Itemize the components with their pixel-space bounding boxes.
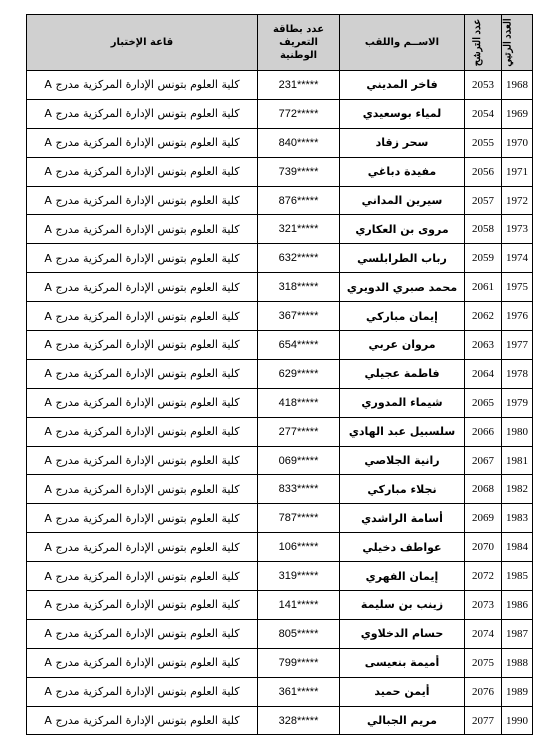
full-name-cell: إيمان الفهري: [340, 562, 465, 591]
registration-number-cell: 2068: [465, 475, 502, 504]
registration-number-cell: 2076: [465, 677, 502, 706]
full-name-cell: أسامة الراشدي: [340, 504, 465, 533]
exam-room-cell: كلية العلوم بتونس الإدارة المركزية مدرج A: [27, 128, 258, 157]
table-row: [27, 331, 533, 360]
registration-number-cell: 2057: [465, 186, 502, 215]
full-name-cell: فاخر المديني: [340, 71, 465, 100]
registration-number-cell: 2055: [465, 128, 502, 157]
table-row: [27, 417, 533, 446]
header-registration-number: عدد الترشح: [465, 15, 502, 71]
serial-number-cell: 1973: [502, 215, 533, 244]
registration-number-cell: 2074: [465, 619, 502, 648]
exam-room-cell: كلية العلوم بتونس الإدارة المركزية مدرج A: [27, 215, 258, 244]
header-full-name: الاســم واللقب: [340, 15, 465, 71]
id-card-cell: 367*****: [258, 302, 340, 331]
full-name-cell: سلسبيل عبد الهادي: [340, 417, 465, 446]
registration-number-cell: 2070: [465, 533, 502, 562]
table-row: [27, 706, 533, 735]
full-name-cell: أيمن حميد: [340, 677, 465, 706]
table-row: [27, 533, 533, 562]
id-card-cell: 840*****: [258, 128, 340, 157]
serial-number-cell: 1969: [502, 99, 533, 128]
registration-number-cell: 2059: [465, 244, 502, 273]
table-row: [27, 186, 533, 215]
exam-room-cell: كلية العلوم بتونس الإدارة المركزية مدرج A: [27, 677, 258, 706]
id-card-cell: 799*****: [258, 648, 340, 677]
registration-number-cell: 2064: [465, 359, 502, 388]
serial-number-cell: 1979: [502, 388, 533, 417]
registration-number-cell: 2056: [465, 157, 502, 186]
full-name-cell: عواطف دخيلي: [340, 533, 465, 562]
id-card-cell: 328*****: [258, 706, 340, 735]
exam-room-cell: كلية العلوم بتونس الإدارة المركزية مدرج A: [27, 417, 258, 446]
serial-number-cell: 1983: [502, 504, 533, 533]
registration-number-cell: 2075: [465, 648, 502, 677]
exam-room-cell: كلية العلوم بتونس الإدارة المركزية مدرج A: [27, 648, 258, 677]
table-row: [27, 71, 533, 100]
table-row: [27, 273, 533, 302]
exam-room-cell: كلية العلوم بتونس الإدارة المركزية مدرج A: [27, 186, 258, 215]
serial-number-cell: 1980: [502, 417, 533, 446]
table-row: [27, 562, 533, 591]
exam-room-cell: كلية العلوم بتونس الإدارة المركزية مدرج A: [27, 99, 258, 128]
id-card-cell: 418*****: [258, 388, 340, 417]
full-name-cell: سيرين المداني: [340, 186, 465, 215]
id-card-cell: 739*****: [258, 157, 340, 186]
exam-room-cell: كلية العلوم بتونس الإدارة المركزية مدرج A: [27, 71, 258, 100]
serial-number-cell: 1982: [502, 475, 533, 504]
serial-number-cell: 1977: [502, 331, 533, 360]
serial-number-cell: 1975: [502, 273, 533, 302]
serial-number-cell: 1978: [502, 359, 533, 388]
full-name-cell: أميمة بنعيسى: [340, 648, 465, 677]
full-name-cell: رانية الجلاصي: [340, 446, 465, 475]
exam-room-cell: كلية العلوم بتونس الإدارة المركزية مدرج A: [27, 388, 258, 417]
table-row: [27, 302, 533, 331]
table-row: [27, 475, 533, 504]
full-name-cell: حسام الدخلاوي: [340, 619, 465, 648]
table-row: [27, 591, 533, 620]
table-row: [27, 446, 533, 475]
id-card-cell: 805*****: [258, 619, 340, 648]
full-name-cell: مروى بن العكاري: [340, 215, 465, 244]
serial-number-cell: 1989: [502, 677, 533, 706]
exam-room-cell: كلية العلوم بتونس الإدارة المركزية مدرج A: [27, 562, 258, 591]
registration-number-cell: 2072: [465, 562, 502, 591]
registration-number-cell: 2066: [465, 417, 502, 446]
table-header: [27, 15, 533, 71]
serial-number-cell: 1988: [502, 648, 533, 677]
exam-room-cell: كلية العلوم بتونس الإدارة المركزية مدرج A: [27, 273, 258, 302]
serial-number-cell: 1971: [502, 157, 533, 186]
serial-number-cell: 1987: [502, 619, 533, 648]
registration-number-cell: 2062: [465, 302, 502, 331]
exam-room-cell: كلية العلوم بتونس الإدارة المركزية مدرج A: [27, 591, 258, 620]
id-card-cell: 231*****: [258, 71, 340, 100]
serial-number-cell: 1981: [502, 446, 533, 475]
id-card-cell: 654*****: [258, 331, 340, 360]
registration-number-cell: 2053: [465, 71, 502, 100]
exam-room-cell: كلية العلوم بتونس الإدارة المركزية مدرج A: [27, 359, 258, 388]
serial-number-cell: 1976: [502, 302, 533, 331]
table-body: [27, 71, 533, 735]
exam-room-cell: كلية العلوم بتونس الإدارة المركزية مدرج A: [27, 504, 258, 533]
registration-number-cell: 2054: [465, 99, 502, 128]
registration-number-cell: 2063: [465, 331, 502, 360]
header-serial-number: العدد الرتبي: [502, 15, 533, 71]
full-name-cell: رباب الطرابلسي: [340, 244, 465, 273]
full-name-cell: مفيدة دباغي: [340, 157, 465, 186]
exam-room-cell: كلية العلوم بتونس الإدارة المركزية مدرج A: [27, 331, 258, 360]
exam-room-cell: كلية العلوم بتونس الإدارة المركزية مدرج A: [27, 157, 258, 186]
full-name-cell: مريم الجبالي: [340, 706, 465, 735]
exam-room-cell: كلية العلوم بتونس الإدارة المركزية مدرج A: [27, 302, 258, 331]
header-row: [27, 15, 533, 71]
serial-number-cell: 1985: [502, 562, 533, 591]
full-name-cell: مروان عربي: [340, 331, 465, 360]
table-row: [27, 677, 533, 706]
serial-number-cell: 1986: [502, 591, 533, 620]
full-name-cell: فاطمة عجيلي: [340, 359, 465, 388]
id-card-cell: 277*****: [258, 417, 340, 446]
table-row: [27, 215, 533, 244]
table-row: [27, 157, 533, 186]
exam-room-cell: كلية العلوم بتونس الإدارة المركزية مدرج A: [27, 446, 258, 475]
table-row: [27, 619, 533, 648]
id-card-cell: 632*****: [258, 244, 340, 273]
exam-room-cell: كلية العلوم بتونس الإدارة المركزية مدرج A: [27, 619, 258, 648]
id-card-cell: 772*****: [258, 99, 340, 128]
registration-number-cell: 2069: [465, 504, 502, 533]
id-card-cell: 319*****: [258, 562, 340, 591]
full-name-cell: شيماء المدوري: [340, 388, 465, 417]
table-row: [27, 388, 533, 417]
table-row: [27, 128, 533, 157]
table-row: [27, 99, 533, 128]
registration-number-cell: 2065: [465, 388, 502, 417]
id-card-cell: 069*****: [258, 446, 340, 475]
serial-number-cell: 1970: [502, 128, 533, 157]
id-card-cell: 629*****: [258, 359, 340, 388]
id-card-cell: 361*****: [258, 677, 340, 706]
serial-number-cell: 1968: [502, 71, 533, 100]
serial-number-cell: 1974: [502, 244, 533, 273]
id-card-cell: 318*****: [258, 273, 340, 302]
serial-number-cell: 1972: [502, 186, 533, 215]
table-row: [27, 504, 533, 533]
exam-room-cell: كلية العلوم بتونس الإدارة المركزية مدرج A: [27, 533, 258, 562]
registration-number-cell: 2073: [465, 591, 502, 620]
full-name-cell: إيمان مباركي: [340, 302, 465, 331]
serial-number-cell: 1990: [502, 706, 533, 735]
exam-room-cell: كلية العلوم بتونس الإدارة المركزية مدرج A: [27, 475, 258, 504]
header-exam-room: قاعة الإختبار: [27, 15, 258, 71]
registration-number-cell: 2067: [465, 446, 502, 475]
id-card-cell: 106*****: [258, 533, 340, 562]
exam-room-cell: كلية العلوم بتونس الإدارة المركزية مدرج A: [27, 244, 258, 273]
id-card-cell: 876*****: [258, 186, 340, 215]
table-row: [27, 648, 533, 677]
id-card-cell: 141*****: [258, 591, 340, 620]
full-name-cell: نجلاء مباركي: [340, 475, 465, 504]
full-name-cell: محمد صبري الدويري: [340, 273, 465, 302]
table-row: [27, 359, 533, 388]
id-card-cell: 321*****: [258, 215, 340, 244]
full-name-cell: زينب بن سليمة: [340, 591, 465, 620]
registration-number-cell: 2077: [465, 706, 502, 735]
registration-number-cell: 2058: [465, 215, 502, 244]
serial-number-cell: 1984: [502, 533, 533, 562]
candidates-table: [26, 14, 533, 735]
full-name-cell: سحر زقاد: [340, 128, 465, 157]
full-name-cell: لمياء بوسعيدي: [340, 99, 465, 128]
id-card-cell: 833*****: [258, 475, 340, 504]
id-card-cell: 787*****: [258, 504, 340, 533]
table-row: [27, 244, 533, 273]
registration-number-cell: 2061: [465, 273, 502, 302]
exam-room-cell: كلية العلوم بتونس الإدارة المركزية مدرج A: [27, 706, 258, 735]
header-id-card-number: عدد بطاقة التعريف الوطنية: [258, 15, 340, 71]
